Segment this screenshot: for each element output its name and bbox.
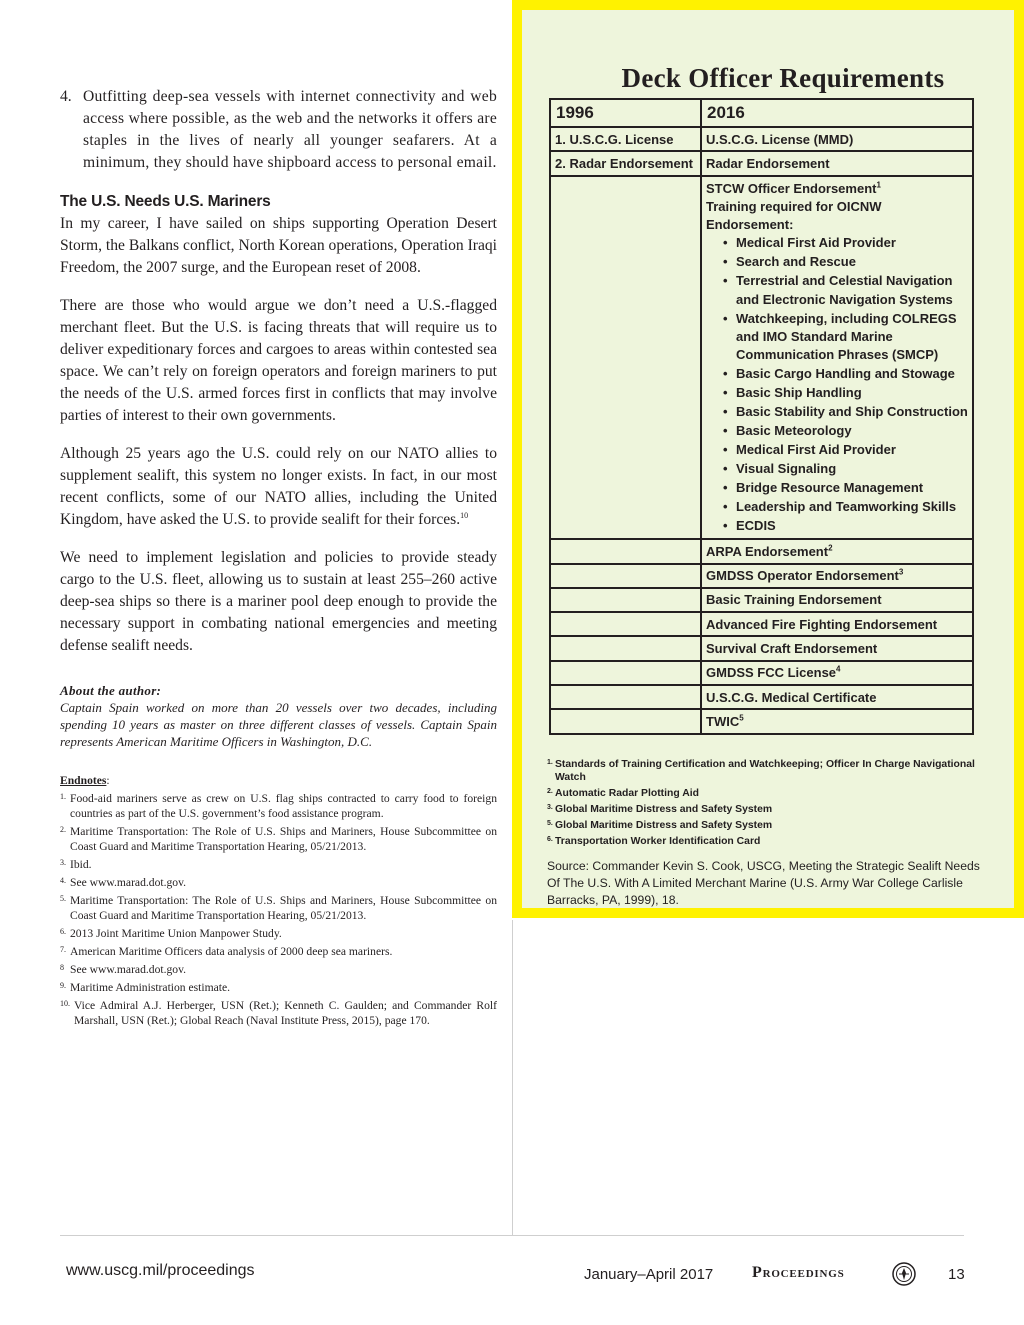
- footer-date: January–April 2017: [584, 1266, 714, 1283]
- endnote-number: 8: [60, 963, 64, 972]
- endnote-item: [60, 980, 497, 995]
- about-author-text: Captain Spain worked on more than 20 vessels over two decades, including spending 10 years as master on three different classes of vessels. Captain Spain represents American Maritime Officers in Washington, D.C.: [60, 700, 497, 749]
- sidebar-panel: [522, 10, 1014, 908]
- endnote-number: 1.: [60, 792, 66, 801]
- endnote-item: [60, 875, 497, 890]
- endnote-item: [60, 791, 497, 821]
- cell-2016-text: TWIC: [706, 713, 740, 729]
- endnote-number: 4.: [60, 876, 66, 885]
- table-row: [550, 709, 973, 733]
- cell-2016-text: GMDSS FCC License: [706, 665, 837, 681]
- endnote-item: [60, 944, 497, 959]
- endnote-number: 5.: [60, 894, 66, 903]
- cell-2016-text: Advanced Fire Fighting Endorsement: [706, 616, 938, 632]
- endnote-item: [60, 962, 497, 977]
- cell-2016: [701, 709, 973, 733]
- table-row: [550, 661, 973, 685]
- sidebar-footnotes: [547, 758, 977, 851]
- endnote-number: 9.: [60, 981, 66, 990]
- sidebar-footnote-number: 3.: [547, 804, 553, 811]
- endnote-text: Maritime Transportation: The Role of U.S. Ships and Mariners, House Subcommittee on Coast Guard and Maritime Transportation Hearing, 05/21/2013.: [70, 825, 497, 853]
- footnote-ref: 1: [876, 180, 881, 190]
- table-row: [550, 636, 973, 660]
- training-item: • Medical First Aid Provider: [723, 441, 968, 459]
- training-item: • Medical First Aid Provider: [723, 234, 968, 252]
- sidebar-box: [512, 0, 1024, 918]
- requirements-table: [549, 98, 974, 735]
- sidebar-footnote-text: Transportation Worker Identification Card: [555, 836, 761, 847]
- table-row: [550, 564, 973, 588]
- training-item: • Basic Stability and Ship Construction: [723, 403, 968, 421]
- sidebar-footnote: [547, 787, 977, 800]
- endnote-text: Maritime Transportation: The Role of U.S. Ships and Mariners, House Subcommittee on Coast Guard and Maritime Transportation Hearing, 05/21/2013.: [70, 894, 497, 922]
- sidebar-footnote: [547, 835, 977, 848]
- sidebar-footnote-text: Automatic Radar Plotting Aid: [555, 788, 699, 799]
- endnote-text: American Maritime Officers data analysis of 2000 deep sea mariners.: [70, 945, 393, 958]
- endnote-list: [60, 791, 497, 1028]
- endnotes-title: Endnotes: [60, 774, 107, 787]
- training-item: • Leadership and Teamworking Skills: [723, 498, 968, 516]
- article-column: [60, 86, 497, 1028]
- recommendation-item-4: [60, 86, 497, 174]
- cell-2016: Radar Endorsement: [701, 151, 973, 175]
- section-heading: The U.S. Needs U.S. Mariners: [60, 193, 271, 210]
- endnote-item: [60, 998, 497, 1028]
- endnote-number: 6.: [60, 927, 66, 936]
- table-row: [550, 176, 973, 540]
- endnotes-heading: Endnotes:: [60, 774, 110, 787]
- cell-2016: [701, 661, 973, 685]
- table-row: [550, 685, 973, 709]
- header-1996: 1996: [550, 99, 701, 127]
- cell-1996-empty: [550, 685, 701, 709]
- sidebar-title: Deck Officer Requirements: [621, 63, 945, 93]
- training-label: Training required for OICNW Endorsement:: [706, 198, 882, 232]
- table-row: [550, 539, 973, 563]
- endnote-number: 7.: [60, 945, 66, 954]
- footer-rule: [60, 1235, 964, 1236]
- cell-2016: [701, 564, 973, 588]
- sidebar-footnote-text: Standards of Training Certification and Watchkeeping; Officer In Charge Navigational Watch: [555, 759, 975, 783]
- endnotes: [60, 773, 497, 1028]
- endnote-text: Maritime Administration estimate.: [70, 981, 231, 994]
- sidebar-footnote-number: 1.: [547, 759, 553, 766]
- stcw-text: STCW Officer Endorsement: [706, 180, 877, 196]
- training-item: • ECDIS: [723, 517, 968, 535]
- training-item: • Basic Cargo Handling and Stowage: [723, 365, 968, 383]
- footer-url[interactable]: www.uscg.mil/proceedings: [66, 1262, 255, 1279]
- cell-2016-text: ARPA Endorsement: [706, 543, 829, 559]
- paragraph: We need to implement legislation and policies to provide steady cargo to the U.S. fleet, allowing us to sustain at least 255–260 active deep-sea ships so there is a mariner pool deep enough to provide the necessary support in combating national emergencies and meeting defense sealift needs.: [60, 549, 497, 654]
- page-number: 13: [948, 1266, 965, 1283]
- sidebar-footnote: [547, 819, 977, 832]
- sidebar-footnote-number: 6.: [547, 836, 553, 843]
- cell-2016-text: GMDSS Operator Endorsement: [706, 568, 899, 584]
- about-author: [60, 682, 497, 750]
- endnote-number: 3.: [60, 858, 66, 867]
- endnote-text: See www.marad.dot.gov.: [70, 963, 187, 976]
- training-item: • Basic Meteorology: [723, 422, 968, 440]
- table-row: [550, 151, 973, 175]
- training-item: • Visual Signaling: [723, 460, 968, 478]
- cell-1996-empty: [550, 612, 701, 636]
- training-item: • Basic Ship Handling: [723, 384, 968, 402]
- table-row: [550, 127, 973, 151]
- endnote-text: Vice Admiral A.J. Herberger, USN (Ret.); Kenneth C. Gaulden; and Commander Rolf Marshall, USN (Ret.); Global Reach (Naval Institute Press, 2015), page 170.: [74, 999, 497, 1027]
- cell-1996-empty: [550, 588, 701, 612]
- cell-2016-text: Survival Craft Endorsement: [706, 641, 878, 657]
- table-header-row: [550, 99, 973, 127]
- column-divider: [512, 920, 513, 1236]
- endnote-item: [60, 857, 497, 872]
- training-item: • Search and Rescue: [723, 253, 968, 271]
- paragraph: There are those who would argue we don’t need a U.S.-flagged merchant fleet. But the U.S. is facing threats that will require us to deliver expeditionary forces and cargoes to areas within contested sea space. We can’t rely on foreign operators and foreign mariners to put the needs of the U.S. armed forces first in conflicts that may involve parties of interest to their own governments.: [60, 297, 497, 424]
- cell-2016-text: Basic Training Endorsement: [706, 592, 882, 608]
- endnote-text: Ibid.: [70, 858, 92, 871]
- list-number: 4.: [60, 88, 72, 105]
- cell-2016-text: U.S.C.G. Medical Certificate: [706, 689, 877, 705]
- list-text: Outfitting deep-sea vessels with internet connectivity and web access where possible, as the web and the networks it offers are staples in the lives of nearly all younger seafarers. At a minimum, they should have shipboard access to personal email.: [83, 88, 497, 171]
- footer-brand: Proceedings: [752, 1264, 845, 1281]
- footnote-ref: 5: [739, 713, 744, 723]
- about-author-title: About the author:: [60, 683, 162, 698]
- cell-1996-empty: [550, 636, 701, 660]
- footnote-ref: 2: [828, 543, 833, 553]
- cell-1996-empty: [550, 661, 701, 685]
- endnote-item: [60, 824, 497, 854]
- endnote-text: Food-aid mariners serve as crew on U.S. flag ships contracted to carry food to foreign countries as part of the U.S. government’s food assistance program.: [70, 792, 497, 820]
- sidebar-footnote: [547, 803, 977, 816]
- cell-2016: [701, 685, 973, 709]
- cell-2016: U.S.C.G. License (MMD): [701, 127, 973, 151]
- endnote-item: [60, 926, 497, 941]
- paragraph: [60, 443, 497, 531]
- cell-2016: [701, 539, 973, 563]
- endnote-ref: 10: [460, 510, 469, 520]
- cell-2016: [701, 612, 973, 636]
- stcw-cell: [701, 176, 973, 540]
- cell-1996-empty: [550, 564, 701, 588]
- coast-guard-seal-icon: [892, 1262, 916, 1286]
- endnote-number: 2.: [60, 825, 66, 834]
- training-item: • Watchkeeping, including COLREGS and IMO Standard Marine Communication Phrases (SMCP): [723, 310, 968, 365]
- stcw-label: [706, 180, 968, 198]
- endnote-number: 10.: [60, 999, 70, 1008]
- cell-1996-empty: [550, 709, 701, 733]
- cell-1996-empty: [550, 176, 701, 540]
- source-citation: Source: Commander Kevin S. Cook, USCG, Meeting the Strategic Sealift Needs Of The U.S. With A Limited Merchant Marine (U.S. Army War College Carlisle Barracks, PA, 1999), 18.: [547, 859, 980, 907]
- cell-1996: 1. U.S.C.G. License: [550, 127, 701, 151]
- header-2016: 2016: [701, 99, 973, 127]
- table-row: [550, 588, 973, 612]
- endnote-text: See www.marad.dot.gov.: [70, 876, 187, 889]
- cell-2016: [701, 588, 973, 612]
- paragraph-text: Although 25 years ago the U.S. could rely on our NATO allies to supplement sealift, this system no longer exists. In fact, in our most recent conflicts, some of our NATO allies, including the United Kingdom, have asked the U.S. to provide sealift for their forces.: [60, 445, 497, 528]
- endnote-text: 2013 Joint Maritime Union Manpower Study.: [70, 927, 282, 940]
- training-item: • Bridge Resource Management: [723, 479, 968, 497]
- footnote-ref: 4: [836, 665, 841, 674]
- sidebar-footnote: [547, 758, 977, 784]
- paragraph: In my career, I have sailed on ships supporting Operation Desert Storm, the Balkans conflict, North Korean operations, Operation Iraqi Freedom, the 2007 surge, and the European reset of 2008.: [60, 215, 497, 276]
- training-list: [723, 234, 968, 535]
- training-item: • Terrestrial and Celestial Navigation and Electronic Navigation Systems: [723, 272, 968, 308]
- sidebar-footnote-number: 5.: [547, 820, 553, 827]
- sidebar-footnote-text: Global Maritime Distress and Safety System: [555, 820, 773, 831]
- cell-1996: 2. Radar Endorsement: [550, 151, 701, 175]
- footnote-ref: 3: [898, 567, 904, 577]
- table-row: [550, 612, 973, 636]
- endnote-item: [60, 893, 497, 923]
- cell-2016: [701, 636, 973, 660]
- sidebar-footnote-number: 2.: [547, 788, 553, 795]
- cell-1996-empty: [550, 539, 701, 563]
- sidebar-footnote-text: Global Maritime Distress and Safety System: [555, 804, 773, 815]
